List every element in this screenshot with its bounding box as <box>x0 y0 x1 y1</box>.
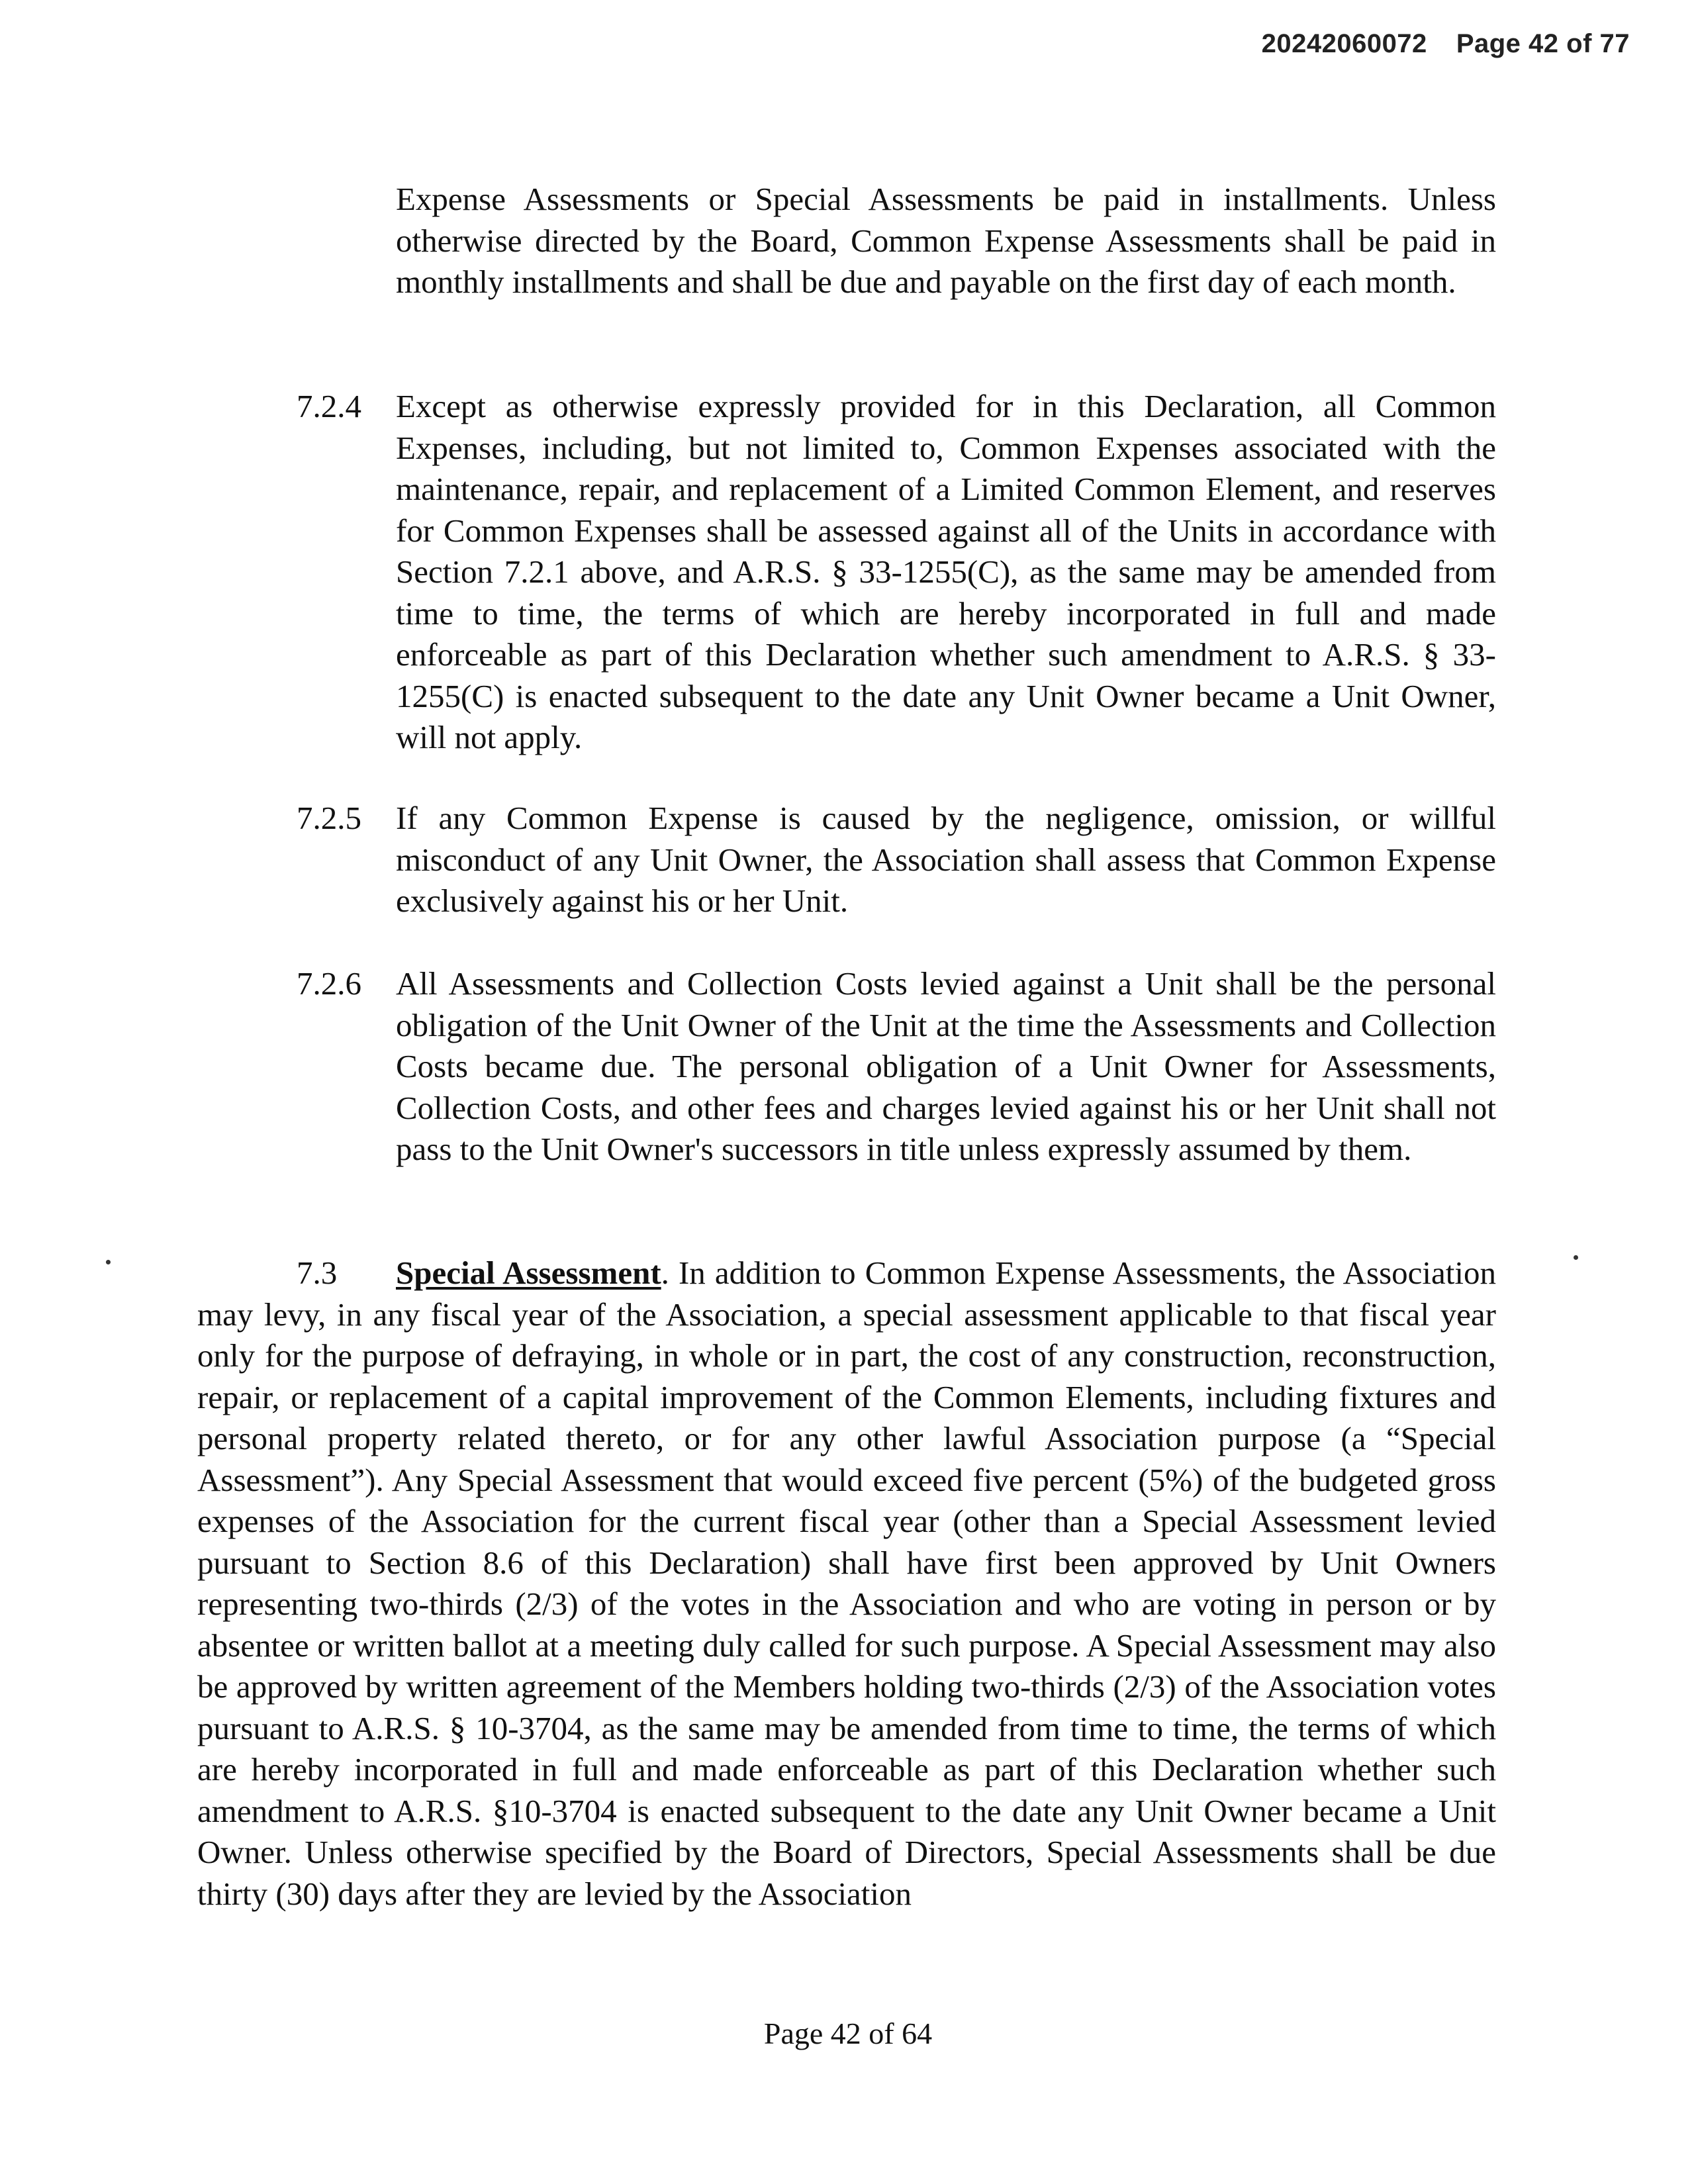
section-text: All Assessments and Collection Costs levied against a Unit shall be the personal obligation of the Unit Owner of the Unit at the time the Assessments and Collection Costs became due. The personal obligation of a Unit Owner for Assessments, Collection Costs, and other fees and charges levied against his or her Unit shall not pass to the Unit Owner's successors in title unless expressly assumed by them. <box>396 965 1496 1167</box>
section-number: 7.2.6 <box>297 965 361 1002</box>
page-footer <box>0 2016 1696 2051</box>
recording-page-label: Page 42 of 77 <box>1456 29 1630 58</box>
continuation-paragraph <box>396 179 1496 303</box>
section-number: 7.2.5 <box>297 800 361 836</box>
scan-speck <box>106 1260 111 1264</box>
section-number: 7.2.4 <box>297 388 361 424</box>
scan-speck <box>1574 1255 1578 1260</box>
section-text: If any Common Expense is caused by the negligence, omission, or willful misconduct of any Unit Owner, the Association shall assess that Common Expense exclusively against his or her Unit. <box>396 800 1496 919</box>
recording-stamp <box>1262 29 1630 59</box>
section-heading: Special Assessment <box>396 1255 661 1291</box>
continuation-text: Expense Assessments or Special Assessments be paid in installments. Unless otherwise directed by the Board, Common Expense Assessments shall be paid in monthly installments and shall be due and payable on the first day of each month. <box>396 181 1496 300</box>
section-text: . In addition to Common Expense Assessments, the Association may levy, in any fiscal year of the Association, a special assessment applicable to that fiscal year only for the purpose of defraying, in whole or in part, the cost of any construction, reconstruction, repair, or replacement of a capital improvement of the Common Elements, including fixtures and personal property related thereto, or for any other lawful Association purpose (a “Special Assessment”). Any Special Assessment that would exceed five percent (5%) of the budgeted gross expenses of the Association for the current fiscal year (other than a Special Assessment levied pursuant to Section 8.6 of this Declaration) shall have first been approved by Unit Owners representing two-thirds (2/3) of the votes in the Association and who are voting in person or by absentee or written ballot at a meeting duly called for such purpose. A Special Assessment may also be approved by written agreement of the Members holding two-thirds (2/3) of the Association votes pursuant to A.R.S. § 10-3704, as the same may be amended from time to time, the terms of which are hereby incorporated in full and made enforceable as part of this Declaration whether such amendment to A.R.S. §10-3704 is enacted subsequent to the date any Unit Owner became a Unit Owner. Unless otherwise specified by the Board of Directors, Special Assessments shall be due thirty (30) days after they are levied by the Association <box>197 1255 1496 1912</box>
footer-page-label: Page 42 of 64 <box>763 2017 933 2050</box>
section-text: Except as otherwise expressly provided for in this Declaration, all Common Expenses, including, but not limited to, Common Expenses associated with the maintenance, repair, and replacement of a Limited Common Element, and reserves for Common Expenses shall be assessed against all of the Units in accordance with Section 7.2.1 above, and A.R.S. § 33-1255(C), as the same may be amended from time to time, the terms of which are hereby incorporated in full and made enforceable as part of this Declaration whether such amendment to A.R.S. § 33-1255(C) is enacted subsequent to the date any Unit Owner became a Unit Owner, will not apply. <box>396 388 1496 755</box>
recording-number: 20242060072 <box>1261 29 1427 58</box>
section-number: 7.3 <box>297 1255 338 1291</box>
section-7-3 <box>197 1253 1496 1915</box>
